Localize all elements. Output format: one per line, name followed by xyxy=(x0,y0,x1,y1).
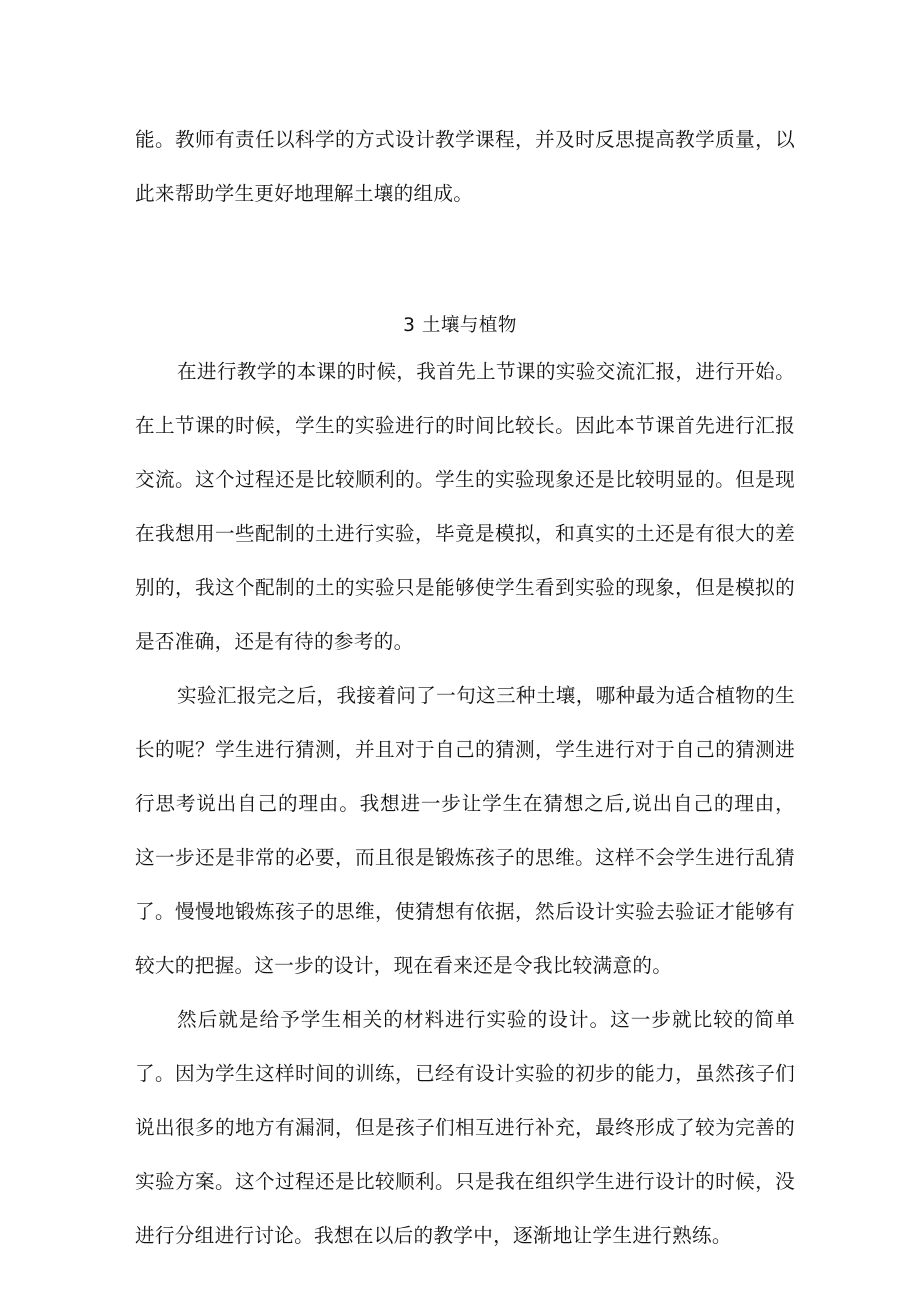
section-body xyxy=(135,345,795,1263)
paragraph-1: 在进行教学的本课的时候，我首先上节课的实验交流汇报，进行开始。在上节课的时候，学生的实验进行的时间比较长。因此本节课首先进行汇报交流。这个过程还是比较顺利的。学生的实验现象还是比较明显的。但是现在我想用一些配制的土进行实验，毕竟是模拟，和真实的土还是有很大的差别的，我这个配制的土的实验只是能够使学生看到实验的现象，但是模拟的是否准确，还是有待的参考的。 xyxy=(135,360,795,653)
continuation-text-block xyxy=(135,113,795,221)
continuation-paragraph: 能。教师有责任以科学的方式设计教学课程，并及时反思提高教学质量，以此来帮助学生更好地理解土壤的组成。 xyxy=(135,128,795,205)
paragraph-2: 实验汇报完之后，我接着问了一句这三种土壤，哪种最为适合植物的生长的呢？学生进行猜测，并且对于自己的猜测，学生进行对于自己的猜测进行思考说出自己的理由。我想进一步让学生在猜想之后,说出自己的理由，这一步还是非常的必要，而且很是锻炼孩子的思维。这样不会学生进行乱猜了。慢慢地锻炼孩子的思维，使猜想有依据，然后设计实验去验证才能够有较大的把握。这一步的设计，现在看来还是令我比较满意的。 xyxy=(135,684,795,977)
paragraph-3: 然后就是给予学生相关的材料进行实验的设计。这一步就比较的简单了。因为学生这样时间的训练，已经有设计实验的初步的能力，虽然孩子们说出很多的地方有漏洞，但是孩子们相互进行补充，最终形成了较为完善的实验方案。这个过程还是比较顺利。只是我在组织学生进行设计的时候，没进行分组进行讨论。我想在以后的教学中，逐渐地让学生进行熟练。 xyxy=(135,1008,795,1247)
section-title: 3 土壤与植物 xyxy=(403,315,517,336)
